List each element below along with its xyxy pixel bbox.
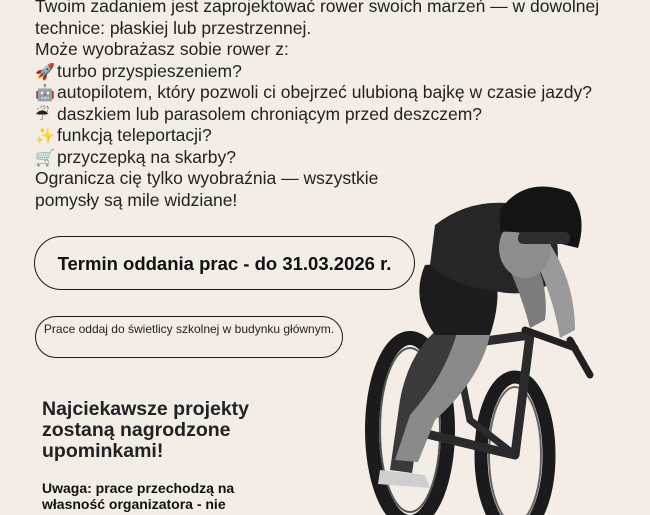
closing-line: pomysły są mile widziane! bbox=[35, 189, 238, 210]
idea-text: przyczepką na skarby? bbox=[57, 146, 236, 167]
deadline-badge: Termin oddania prac - do 31.03.2026 r. bbox=[34, 236, 415, 290]
idea-text: funkcją teleportacji? bbox=[57, 125, 212, 145]
cart-icon: 🛒 bbox=[35, 147, 55, 167]
closing-line: Ogranicza cię tylko wyobraźnia — wszystkie bbox=[35, 168, 379, 188]
idea-text: turbo przyspieszeniem? bbox=[57, 60, 242, 81]
handlebars bbox=[525, 330, 590, 375]
idea-item bbox=[35, 147, 635, 169]
idea-item bbox=[35, 82, 635, 104]
sparkles-icon: ✨ bbox=[35, 126, 55, 145]
idea-item bbox=[35, 125, 635, 147]
rocket-icon: 🚀 bbox=[35, 61, 55, 81]
delivery-info: Prace oddaj do świetlicy szkolnej w budynku głównym. bbox=[35, 316, 343, 358]
intro-line: Twoim zadaniem jest zaprojektować rower swoich marzeń — w dowolnej bbox=[35, 0, 600, 16]
ownership-note: Uwaga: prace przechodzą na własność organizatora - nie bbox=[42, 480, 235, 512]
idea-text: autopilotem, który pozwoli ci obejrzeć ulubioną bajkę w czasie jazdy? bbox=[57, 82, 592, 102]
prize-heading: Najciekawsze projekty zostaną nagrodzone upominkami! bbox=[42, 398, 250, 462]
idea-item bbox=[35, 104, 635, 126]
cyclist-photo bbox=[340, 170, 650, 515]
intro-line: technice: płaskiej lub przestrzennej. bbox=[35, 17, 312, 38]
idea-item bbox=[35, 61, 635, 83]
idea-text: daszkiem lub parasolem chroniącym przed deszczem? bbox=[57, 103, 483, 124]
glasses-icon bbox=[518, 232, 570, 244]
umbrella-icon: ☔ bbox=[35, 104, 50, 124]
robot-icon: 🤖 bbox=[35, 83, 55, 102]
intro-line: Może wyobrażasz sobie rower z: bbox=[35, 39, 289, 59]
